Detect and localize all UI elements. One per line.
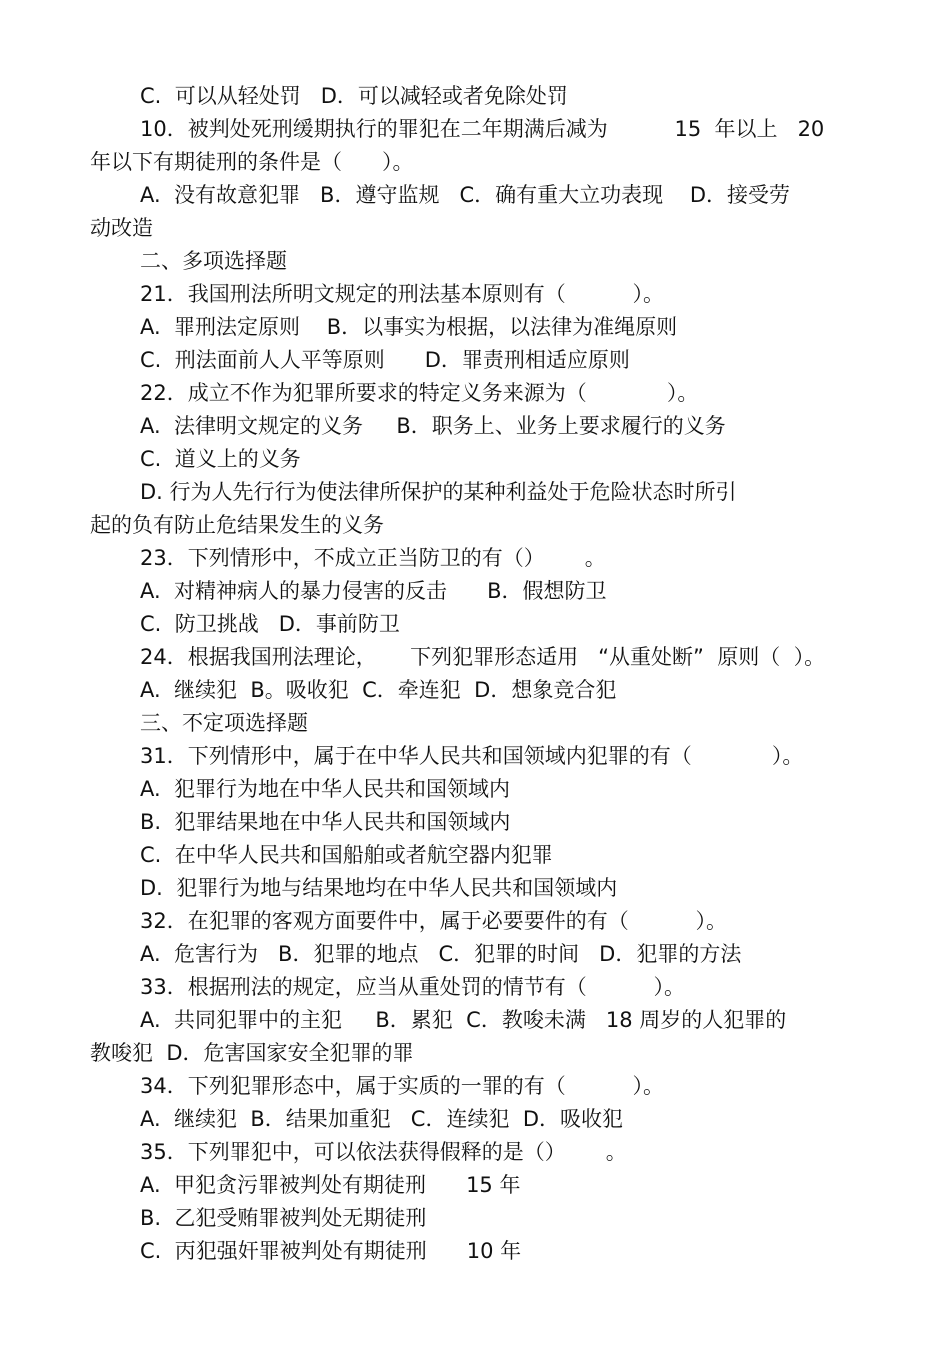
text-line: 31．下列情形中，属于在中华人民共和国领域内犯罪的有（ ）。 — [140, 744, 804, 768]
text-line: 32．在犯罪的客观方面要件中，属于必要要件的有（ ）。 — [140, 909, 727, 933]
text-line: 10．被判处死刑缓期执行的罪犯在二年期满后减为 15 年以上 20 — [140, 117, 825, 141]
text-line: 33．根据刑法的规定，应当从重处罚的情节有（ ）。 — [140, 975, 685, 999]
text-line: D. 行为人先行行为使法律所保护的某种利益处于危险状态时所引 — [140, 480, 737, 504]
document-body — [90, 80, 870, 1268]
text-line: 年以下有期徒刑的条件是（ ）。 — [90, 150, 414, 174]
text-line: C. 在中华人民共和国船舶或者航空器内犯罪 — [140, 843, 553, 867]
text-line: A. 共同犯罪中的主犯 B．累犯 C．教唆未满 18 周岁的人犯罪的 — [140, 1008, 787, 1032]
text-line: D. 犯罪行为地与结果地均在中华人民共和国领域内 — [140, 876, 618, 900]
text-line: A. 对精神病人的暴力侵害的反击 B．假想防卫 — [140, 579, 607, 603]
text-line: C. 防卫挑战 D．事前防卫 — [140, 612, 400, 636]
text-line: A. 继续犯 B．结果加重犯 C．连续犯 D．吸收犯 — [140, 1107, 623, 1131]
text-line: 22．成立不作为犯罪所要求的特定义务来源为（ ）。 — [140, 381, 699, 405]
text-line: 35．下列罪犯中，可以依法获得假释的是（） 。 — [140, 1140, 627, 1164]
text-line: 二、多项选择题 — [140, 249, 287, 273]
text-line: C. 丙犯强奸罪被判处有期徒刑 10 年 — [140, 1239, 522, 1263]
text-line: B. 犯罪结果地在中华人民共和国领域内 — [140, 810, 511, 834]
text-line: 21．我国刑法所明文规定的刑法基本原则有（ ）。 — [140, 282, 664, 306]
text-line: A. 犯罪行为地在中华人民共和国领域内 — [140, 777, 511, 801]
text-line: 动改造 — [90, 216, 153, 240]
text-line: C. 可以从轻处罚 D．可以减轻或者免除处罚 — [140, 84, 568, 108]
text-line: 23．下列情形中，不成立正当防卫的有（） 。 — [140, 546, 606, 570]
text-line: A. 危害行为 B．犯罪的地点 C．犯罪的时间 D．犯罪的方法 — [140, 942, 742, 966]
text-line: 24．根据我国刑法理论， 下列犯罪形态适用 “从重处断” 原则（ ）。 — [140, 645, 826, 669]
text-line: C. 刑法面前人人平等原则 D．罪责刑相适应原则 — [140, 348, 630, 372]
text-line: A. 罪刑法定原则 B．以事实为根据，以法律为准绳原则 — [140, 315, 678, 339]
text-line: B. 乙犯受贿罪被判处无期徒刑 — [140, 1206, 427, 1230]
text-line: C. 道义上的义务 — [140, 447, 301, 471]
text-line: A. 法律明文规定的义务 B．职务上、业务上要求履行的义务 — [140, 414, 726, 438]
text-line: A. 继续犯 B。吸收犯 C．牵连犯 D．想象竞合犯 — [140, 678, 617, 702]
text-line: 教唆犯 D．危害国家安全犯罪的罪 — [90, 1041, 414, 1065]
text-line: 起的负有防止危结果发生的义务 — [90, 513, 384, 537]
text-line: A. 没有故意犯罪 B．遵守监规 C．确有重大立功表现 D．接受劳 — [140, 183, 791, 207]
text-line: A. 甲犯贪污罪被判处有期徒刑 15 年 — [140, 1173, 521, 1197]
text-line: 三、不定项选择题 — [140, 711, 308, 735]
text-line: 34．下列犯罪形态中，属于实质的一罪的有（ ）。 — [140, 1074, 664, 1098]
